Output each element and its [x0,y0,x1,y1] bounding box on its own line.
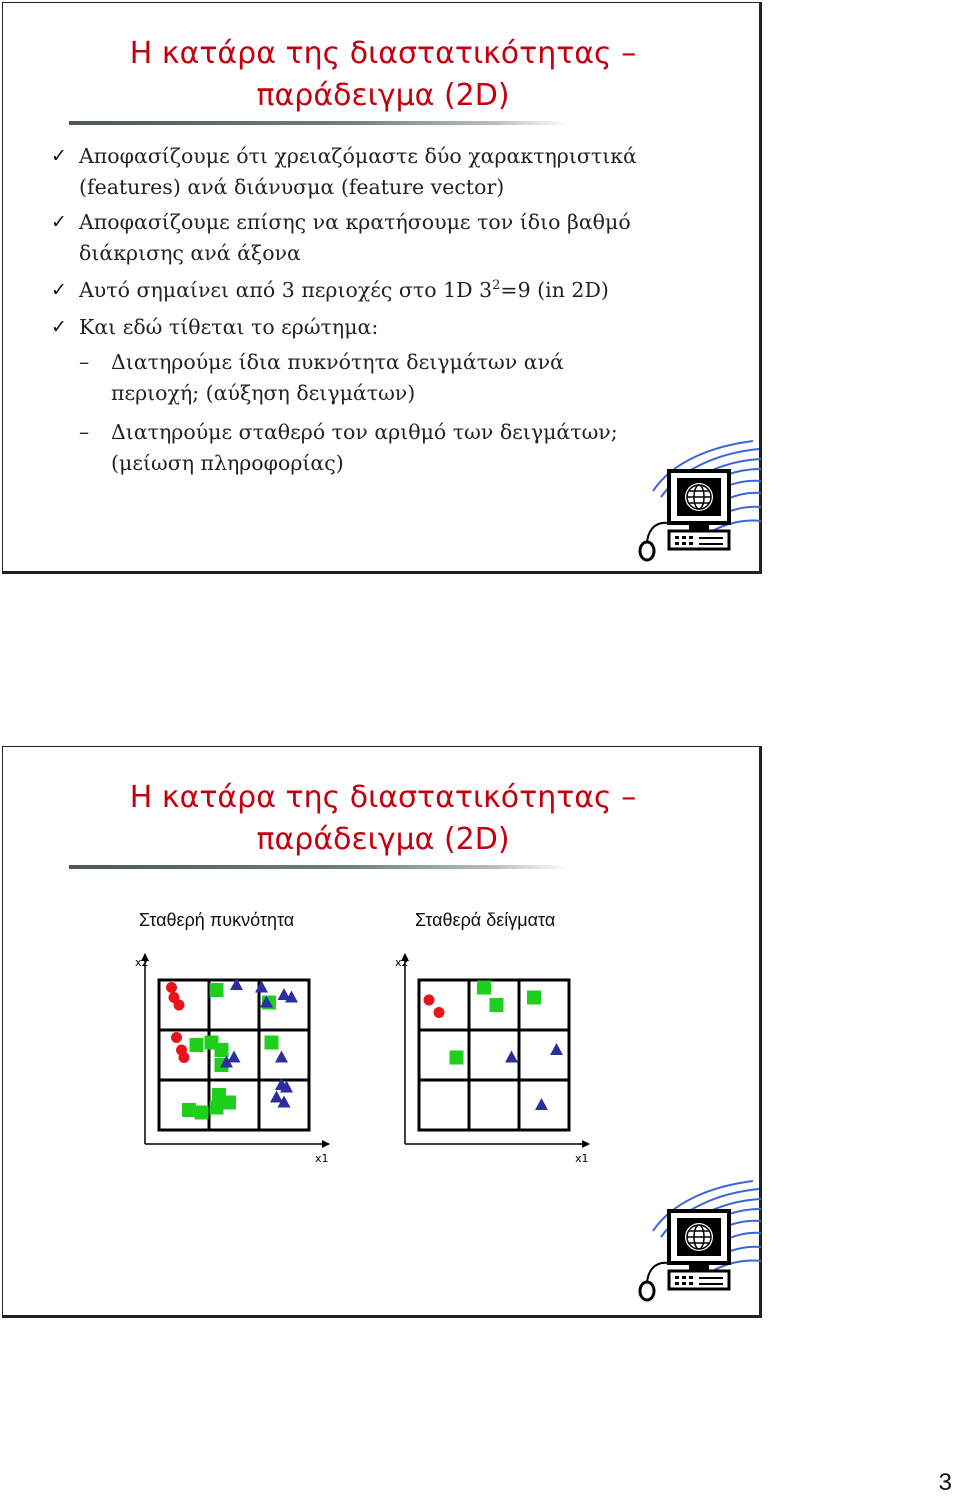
green-square-point [190,1038,204,1052]
red-circle-point [179,1052,190,1063]
green-square-point [450,1051,464,1065]
bullet-text: Και εδώ τίθεται το ερώτημα: [79,315,379,339]
bullet-text: διάκρισης ανά άξονα [79,241,301,265]
red-circle-point [166,982,177,993]
check-icon: ✓ [51,145,67,167]
title-rule [69,865,569,869]
dash-glyph: – [79,350,90,374]
chart-1-constant-density [131,952,341,1165]
slide-2-title-line-2: παράδειγμα (2D) [256,822,510,857]
bullet-list [51,141,741,479]
page-number: 3 [938,1469,952,1496]
sub-bullet-text: Διατηρούμε ίδια πυκνότητα δειγμάτων ανά [111,350,564,374]
bullet-item [51,275,741,306]
green-square-point [490,998,504,1012]
check-icon: ✓ [51,211,67,233]
bullet-text: Αποφασίζουμε ότι χρειαζόμαστε δύο χαρακτηριστικά [79,144,637,168]
green-square-point [477,981,491,995]
title-rule [69,121,569,125]
check-icon: ✓ [51,316,67,338]
green-square-point [210,1101,224,1115]
slide-2 [2,746,762,1318]
green-square-point [222,1096,236,1110]
check-icon: ✓ [51,279,67,301]
superscript: 2 [492,278,501,294]
sub-bullet-text: Διατηρούμε σταθερό τον αριθμό των δειγμάτων; [111,420,618,444]
bullet-item [51,141,741,203]
dash-glyph: – [79,420,90,444]
red-circle-point [434,1007,445,1018]
sub-bullet-text: (μείωση πληροφορίας) [111,451,344,475]
x-axis-label: x1 [575,1152,589,1165]
red-circle-point [174,1000,185,1011]
sub-bullet-item [51,347,741,409]
x-axis-label: x1 [315,1152,329,1165]
green-square-point [215,1043,229,1057]
x-axis-arrow [582,1140,590,1148]
bullet-text: (features) ανά διάνυσμα (feature vector) [79,175,505,199]
chart-2-constant-samples [391,952,601,1165]
computer-globe-icon [613,1181,763,1311]
y-axis-label: x2 [395,956,409,969]
green-square-point [265,1036,279,1050]
sub-bullet-text: περιοχή; (αύξηση δειγμάτων) [111,381,416,405]
y-axis-label: x2 [135,956,149,969]
green-square-point [195,1106,209,1120]
chart-2-title: Σταθερά δείγματα [415,910,556,930]
slide-2-title-line-1: Η κατάρα της διαστατικότητας – [129,780,637,815]
chart-1-title: Σταθερή πυκνότητα [139,910,295,930]
green-square-point [182,1103,196,1117]
bullet-text: =9 (in 2D) [500,278,609,302]
bullet-text: Αυτό σημαίνει από 3 περιοχές στο 1D 3 [79,278,493,302]
red-circle-point [171,1032,182,1043]
bullet-text: Αποφασίζουμε επίσης να κρατήσουμε τον ίδιο βαθμό [79,210,631,234]
slide-1-title-line-1: Η κατάρα της διαστατικότητας – [129,36,637,71]
bullet-item [51,207,741,269]
slide-1-title-line-2: παράδειγμα (2D) [256,78,510,113]
green-square-point [210,983,224,997]
green-square-point [527,991,541,1005]
slide-1 [2,2,762,574]
x-axis-arrow [322,1140,330,1148]
computer-globe-icon [613,441,763,571]
red-circle-point [424,995,435,1006]
